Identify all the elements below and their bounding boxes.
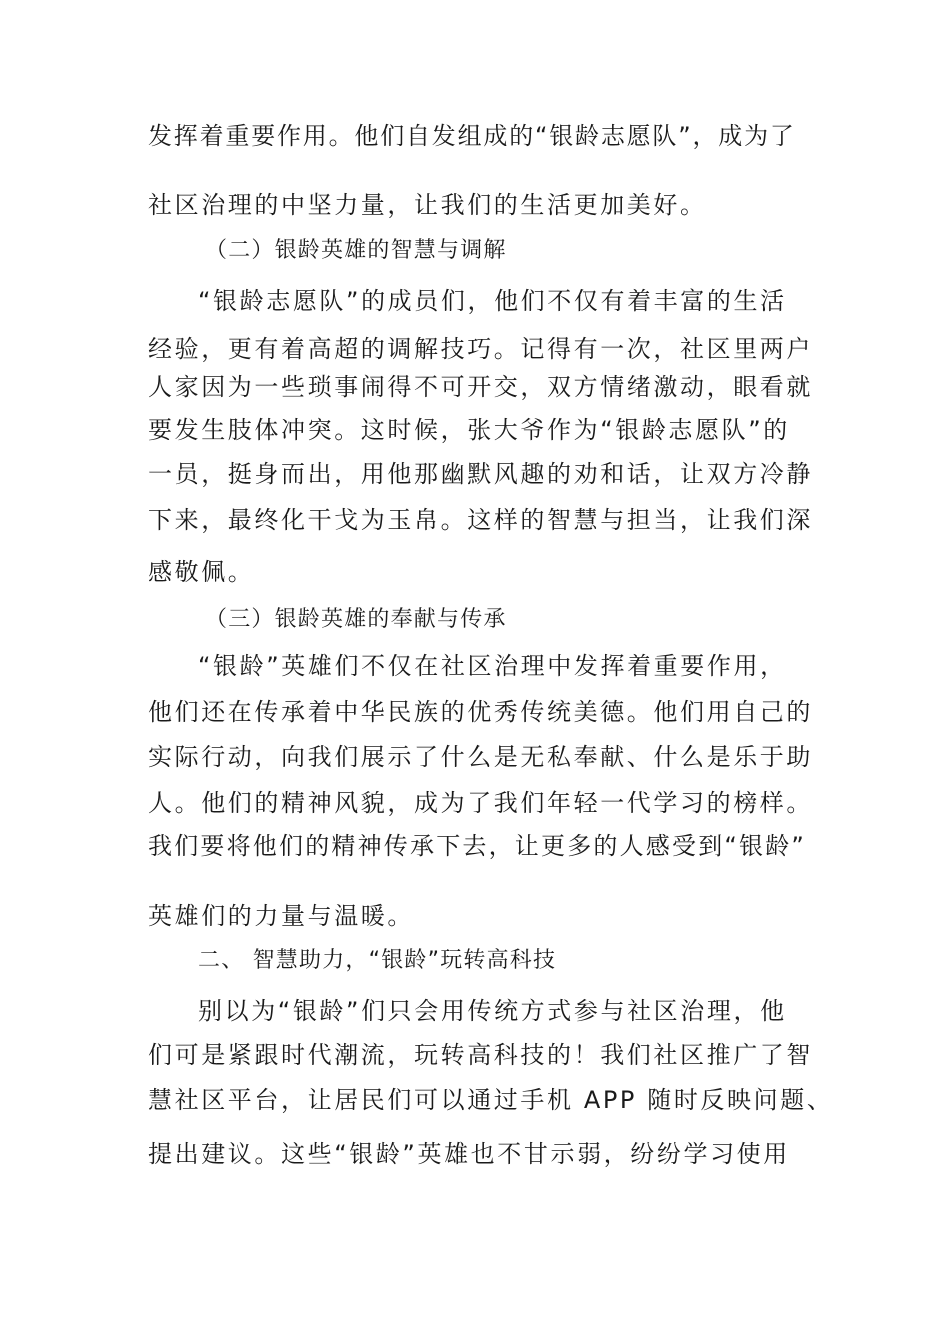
paragraph-line: 下来，最终化干戈为玉帛。这样的智慧与担当，让我们深 — [148, 506, 813, 534]
paragraph-line: 要发生肢体冲突。这时候，张大爷作为“银龄志愿队”的 — [148, 416, 790, 444]
paragraph-line: 人。他们的精神风貌，成为了我们年轻一代学习的榜样。 — [148, 789, 813, 817]
section-heading: 二、 智慧助力，“银龄”玩转高科技 — [198, 948, 557, 973]
paragraph-line: “银龄志愿队”的成员们，他们不仅有着丰富的生活 — [198, 287, 787, 315]
paragraph-line: 感敬佩。 — [148, 558, 255, 586]
paragraph-line: 他们还在传承着中华民族的优秀传统美德。他们用自己的 — [148, 698, 813, 726]
paragraph-line: 提出建议。这些“银龄”英雄也不甘示弱，纷纷学习使用 — [148, 1140, 790, 1168]
paragraph-line: 慧社区平台，让居民们可以通过手机 APP 随时反映问题、 — [148, 1086, 834, 1114]
paragraph-line: 社区治理的中坚力量，让我们的生活更加美好。 — [148, 191, 707, 219]
section-heading: （三）银龄英雄的奉献与传承 — [205, 607, 507, 632]
paragraph-line: “银龄”英雄们不仅在社区治理中发挥着重要作用， — [198, 652, 787, 680]
paragraph-line: 英雄们的力量与温暖。 — [148, 902, 414, 930]
paragraph-line: 我们要将他们的精神传承下去，让更多的人感受到“银龄” — [148, 832, 807, 860]
section-heading: （二）银龄英雄的智慧与调解 — [205, 238, 507, 263]
paragraph-line: 们可是紧跟时代潮流，玩转高科技的！我们社区推广了智 — [148, 1041, 813, 1069]
paragraph-line: 别以为“银龄”们只会用传统方式参与社区治理，他 — [198, 997, 787, 1025]
paragraph-line: 实际行动，向我们展示了什么是无私奉献、什么是乐于助 — [148, 743, 813, 771]
paragraph-line: 经验，更有着高超的调解技巧。记得有一次，社区里两户 — [148, 335, 813, 363]
paragraph-line: 人家因为一些琐事闹得不可开交，双方情绪激动，眼看就 — [148, 373, 813, 401]
paragraph-line: 发挥着重要作用。他们自发组成的“银龄志愿队”，成为了 — [148, 122, 796, 150]
paragraph-line: 一员，挺身而出，用他那幽默风趣的劝和话，让双方冷静 — [148, 460, 813, 488]
